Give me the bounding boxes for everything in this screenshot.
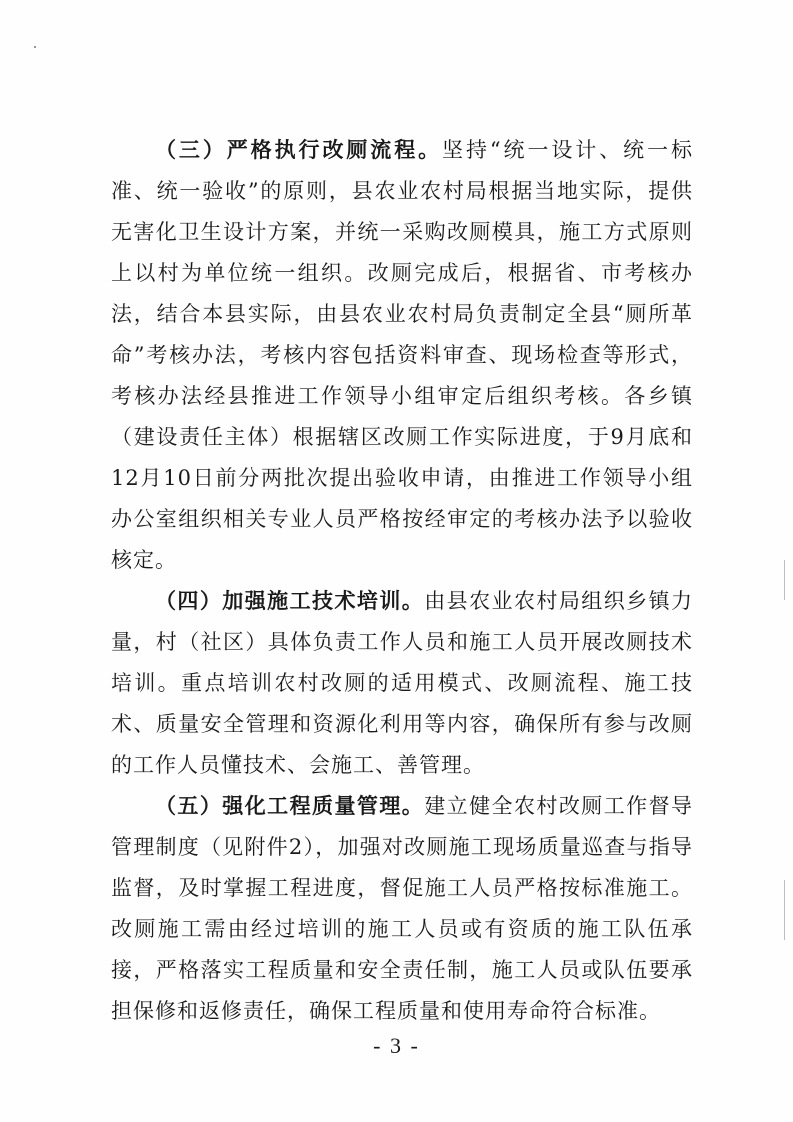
paragraph-text: 建立健全农村改厕工作督导管理制度（见附件2），加强对改厕施工现场质量巡查与指导监督，及时掌握工程进度，督促施工人员严格按标准施工。改厕施工需由经过培训的施工人员或有资质的施工队伍承接，严格落实工程质量和安全责任制，施工人员或队伍要承担保修和返修责任，确保工程质量和使用寿命符合标准。 <box>111 794 694 1023</box>
section-heading-3: （三）严格执行改厕流程。 <box>155 138 443 162</box>
paragraph-3 <box>111 130 693 581</box>
paragraph-4 <box>111 581 693 786</box>
paragraph-text: 坚持“统一设计、统一标准、统一验收”的原则，县农业农村局根据当地实际，提供无害化卫生设计方案，并统一采购改厕模具，施工方式原则上以村为单位统一组织。改厕完成后，根据省、市考核办法，结合本县实际，由县农业农村局负责制定全县“厕所革命”考核办法，考核内容包括资料审查、现场检查等形式，考核办法经县推进工作领导小组审定后组织考核。各乡镇（建设责任主体）根据辖区改厕工作实际进度，于9月底和12月10日前分两批次提出验收申请，由推进工作领导小组办公室组织相关专业人员严格按经审定的考核办法予以验收核定。 <box>111 138 693 572</box>
paragraph-text: 由县农业农村局组织乡镇力量，村（社区）具体负责工作人员和施工人员开展改厕技术培训。重点培训农村改厕的适用模式、改厕流程、施工技术、质量安全管理和资源化利用等内容，确保所有参与改厕的工作人员懂技术、会施工、善管理。 <box>111 589 694 777</box>
section-heading-4: （四）加强施工技术培训。 <box>155 589 425 613</box>
scan-edge-mark <box>784 560 785 600</box>
scan-artifact-dot <box>34 46 36 48</box>
section-heading-5: （五）强化工程质量管理。 <box>155 794 425 818</box>
scan-edge-mark <box>784 880 785 940</box>
page-number: - 3 - <box>373 1033 420 1058</box>
document-body <box>111 130 693 1032</box>
paragraph-5 <box>111 786 693 1032</box>
